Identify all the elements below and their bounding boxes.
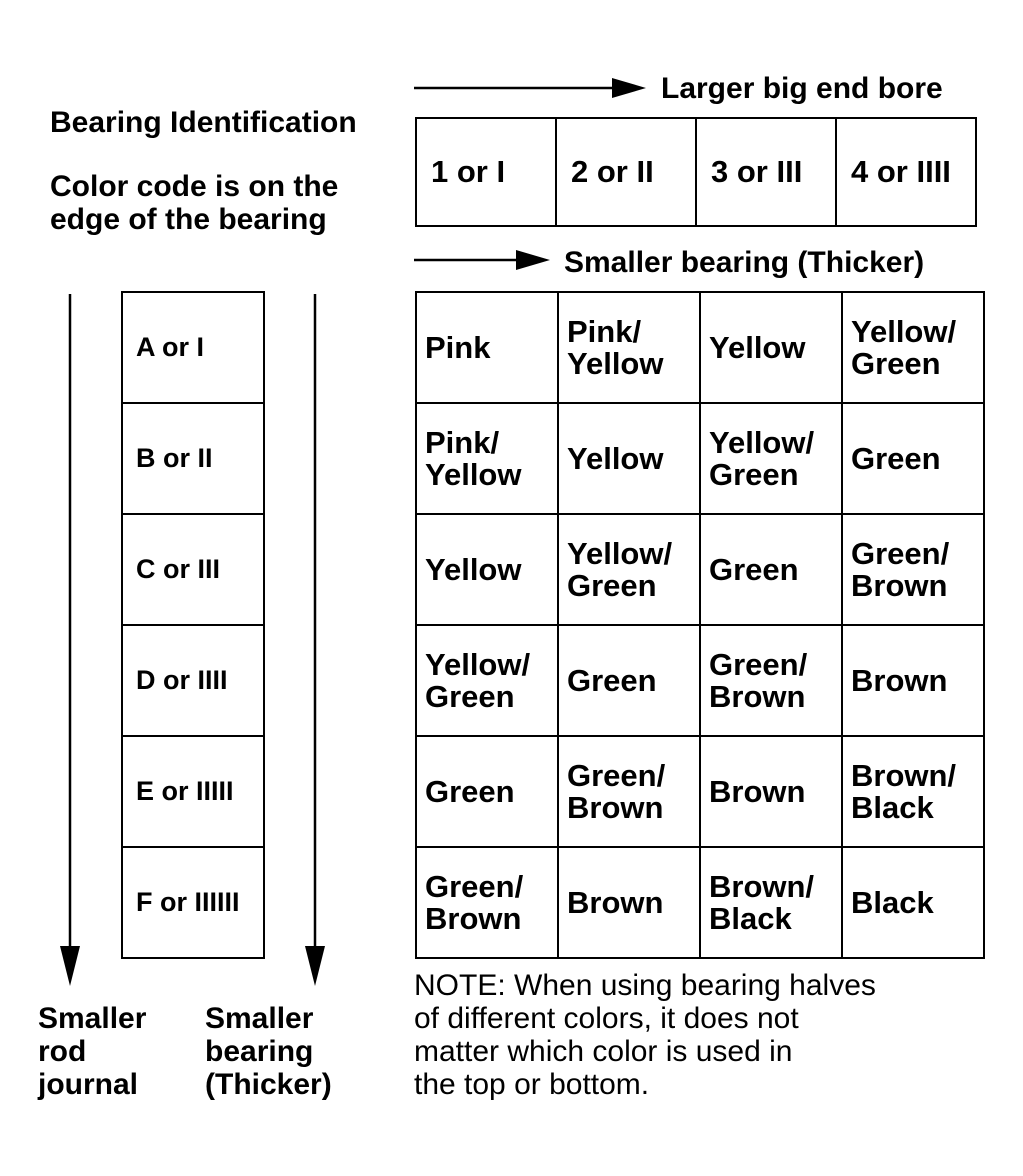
row-header: A or I xyxy=(122,292,264,403)
cell-line: Yellow xyxy=(425,456,522,492)
row-header: F or IIIIII xyxy=(122,847,264,958)
row-header: E or IIIII xyxy=(122,736,264,847)
right-axis-label xyxy=(205,1002,332,1101)
grid-cell xyxy=(700,736,842,847)
grid-cell xyxy=(558,403,700,514)
cell-line: Yellow/ xyxy=(567,535,673,571)
cell-line: Brown xyxy=(851,662,948,698)
column-header: 2 or II xyxy=(556,118,696,226)
diagram-title: Bearing Identification xyxy=(50,106,357,139)
cell-line: Yellow/ xyxy=(851,313,957,349)
row-header: C or III xyxy=(122,514,264,625)
cell-line: Brown/ xyxy=(851,757,957,793)
left-axis-label xyxy=(38,1002,146,1101)
cell-line: Brown xyxy=(567,884,664,920)
grid-cell xyxy=(700,847,842,958)
note-line: matter which color is used in xyxy=(414,1035,793,1068)
row-header: D or IIII xyxy=(122,625,264,736)
down-arrow-icon xyxy=(56,292,86,990)
top-arrow-label: Larger big end bore xyxy=(661,72,943,105)
column-header: 1 or I xyxy=(416,118,556,226)
row-header-table xyxy=(121,291,265,959)
down-arrow-icon xyxy=(300,292,330,990)
cell-line: Black xyxy=(709,900,792,936)
cell-line: Green xyxy=(425,773,515,809)
grid-cell xyxy=(558,847,700,958)
cell-line: Brown xyxy=(709,773,806,809)
subtitle-line: edge of the bearing xyxy=(50,203,327,236)
cell-line: Pink xyxy=(425,329,491,365)
cell-line: Pink/ xyxy=(567,313,642,349)
grid-cell xyxy=(700,292,842,403)
grid-cell xyxy=(416,514,558,625)
axis-label-line: bearing xyxy=(205,1035,314,1068)
cell-line: Yellow/ xyxy=(709,424,815,460)
grid-cell xyxy=(842,847,984,958)
right-arrow-icon xyxy=(412,248,552,272)
grid-cell xyxy=(842,514,984,625)
cell-line: Yellow xyxy=(425,551,522,587)
cell-line: Green xyxy=(567,662,657,698)
column-header-table xyxy=(415,117,977,227)
grid-cell xyxy=(842,736,984,847)
grid-cell xyxy=(416,403,558,514)
subtitle xyxy=(50,170,338,236)
note-line: the top or bottom. xyxy=(414,1068,650,1101)
cell-line: Brown/ xyxy=(709,868,815,904)
row-header: B or II xyxy=(122,403,264,514)
cell-line: Yellow xyxy=(709,329,806,365)
grid-cell xyxy=(558,736,700,847)
cell-line: Green xyxy=(851,345,941,381)
note-line: NOTE: When using bearing halves xyxy=(414,969,876,1002)
cell-line: Brown xyxy=(425,900,522,936)
right-arrow-icon xyxy=(412,76,648,100)
cell-line: Green/ xyxy=(567,757,666,793)
grid-cell xyxy=(842,292,984,403)
grid-cell xyxy=(842,625,984,736)
axis-label-line: Smaller xyxy=(38,1002,147,1035)
grid-cell xyxy=(558,292,700,403)
cell-line: Black xyxy=(851,884,934,920)
mid-arrow-label: Smaller bearing (Thicker) xyxy=(564,246,925,279)
grid-cell xyxy=(416,736,558,847)
grid-cell xyxy=(558,514,700,625)
axis-label-line: Smaller xyxy=(205,1002,314,1035)
grid-cell xyxy=(416,292,558,403)
cell-line: Green/ xyxy=(851,535,950,571)
column-header: 3 or III xyxy=(696,118,836,226)
grid-cell xyxy=(700,514,842,625)
cell-line: Pink/ xyxy=(425,424,500,460)
subtitle-line: Color code is on the xyxy=(50,170,339,203)
cell-line: Brown xyxy=(567,789,664,825)
color-code-grid xyxy=(415,291,985,959)
cell-line: Green xyxy=(709,456,799,492)
cell-line: Green xyxy=(425,678,515,714)
cell-line: Brown xyxy=(851,567,948,603)
cell-line: Green/ xyxy=(709,646,808,682)
column-header: 4 or IIII xyxy=(836,118,976,226)
grid-cell xyxy=(842,403,984,514)
cell-line: Yellow/ xyxy=(425,646,531,682)
axis-label-line: journal xyxy=(38,1068,139,1101)
note-line: of different colors, it does not xyxy=(414,1002,799,1035)
grid-cell xyxy=(700,625,842,736)
cell-line: Brown xyxy=(709,678,806,714)
axis-label-line: (Thicker) xyxy=(205,1068,332,1101)
grid-cell xyxy=(416,625,558,736)
cell-line: Yellow xyxy=(567,345,664,381)
cell-line: Green xyxy=(567,567,657,603)
note-text xyxy=(414,969,876,1101)
cell-line: Black xyxy=(851,789,934,825)
grid-cell xyxy=(416,847,558,958)
axis-label-line: rod xyxy=(38,1035,87,1068)
cell-line: Green xyxy=(709,551,799,587)
cell-line: Green/ xyxy=(425,868,524,904)
cell-line: Green xyxy=(851,440,941,476)
grid-cell xyxy=(700,403,842,514)
cell-line: Yellow xyxy=(567,440,664,476)
grid-cell xyxy=(558,625,700,736)
